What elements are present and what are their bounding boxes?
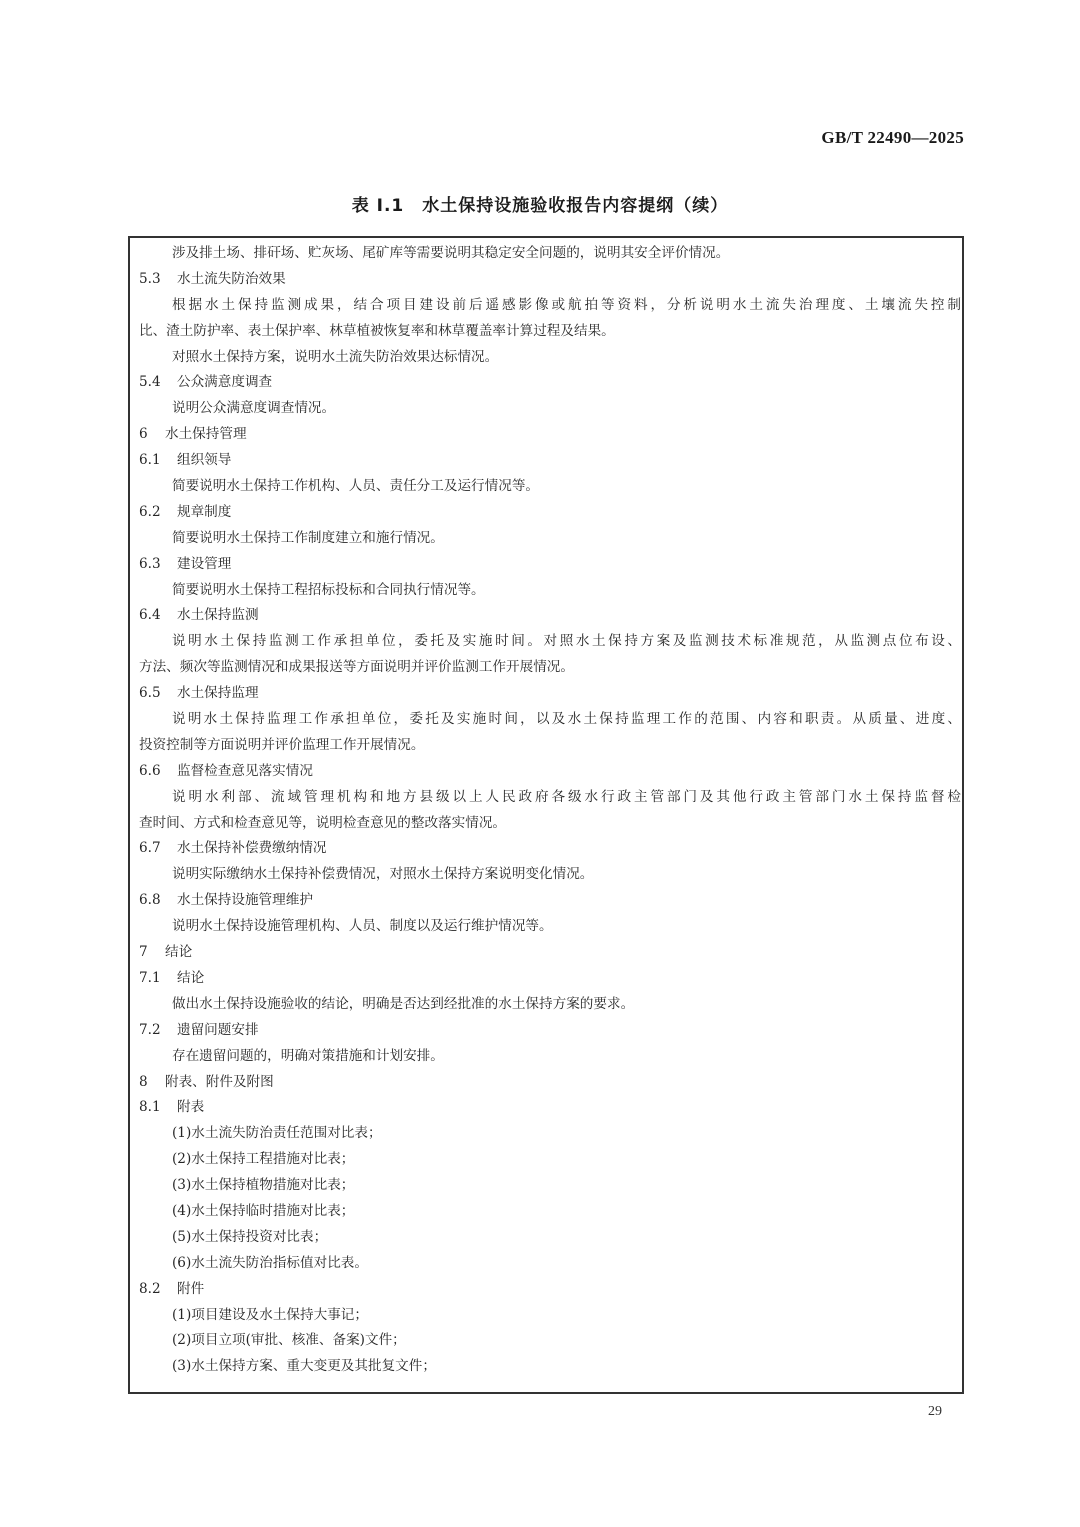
chapter-number: 8 bbox=[139, 1073, 148, 1090]
section-heading bbox=[139, 603, 961, 629]
section-title: 水土流失防治效果 bbox=[177, 270, 286, 287]
paragraph-line: 根据水土保持监测成果，结合项目建设前后遥感影像或航拍等资料，分析说明水土流失治理度、土壤流失控制 bbox=[172, 296, 961, 313]
chapter-number: 6 bbox=[139, 426, 148, 443]
section-heading bbox=[139, 448, 961, 474]
paragraph-line: 说明实际缴纳水土保持补偿费情况，对照水土保持方案说明变化情况。 bbox=[172, 866, 594, 883]
list-item: (3)水土保持方案、重大变更及其批复文件； bbox=[172, 1358, 436, 1375]
list-item: (1)水土流失防治责任范围对比表； bbox=[172, 1125, 382, 1142]
paragraph-line: 简要说明水土保持工程招标投标和合同执行情况等。 bbox=[172, 581, 485, 598]
section-title: 水土保持设施管理维护 bbox=[177, 892, 313, 909]
paragraph-line: 简要说明水土保持工作制度建立和施行情况。 bbox=[172, 529, 444, 546]
section-title: 附表 bbox=[177, 1099, 205, 1116]
section-heading bbox=[139, 966, 961, 992]
table-title: 表 I.1 水土保持设施验收报告内容提纲（续） bbox=[351, 196, 729, 216]
section-title: 规章制度 bbox=[177, 503, 232, 520]
paragraph-line: 投资控制等方面说明并评价监理工作开展情况。 bbox=[139, 736, 425, 753]
section-number: 8.1 bbox=[139, 1099, 161, 1116]
section-number: 6.4 bbox=[139, 607, 161, 624]
section-heading bbox=[139, 552, 961, 578]
list-item: (5)水土保持投资对比表； bbox=[172, 1228, 328, 1245]
section-title: 水土保持监理 bbox=[177, 685, 259, 702]
section-title: 公众满意度调查 bbox=[177, 374, 273, 391]
paragraph-line: 方法、频次等监测情况和成果报送等方面说明并评价监测工作开展情况。 bbox=[139, 659, 574, 676]
section-title: 监督检查意见落实情况 bbox=[177, 762, 313, 779]
list-item: (2)水土保持工程措施对比表； bbox=[172, 1151, 355, 1168]
paragraph-line: 说明水土保持设施管理机构、人员、制度以及运行维护情况等。 bbox=[172, 918, 553, 935]
chapter-title: 水土保持管理 bbox=[165, 426, 247, 443]
list-item: (6)水土流失防治指标值对比表。 bbox=[172, 1254, 368, 1271]
list-item: (2)项目立项(审批、核准、备案)文件； bbox=[172, 1332, 406, 1349]
section-title: 建设管理 bbox=[177, 555, 232, 572]
section-number: 6.7 bbox=[139, 840, 161, 857]
section-heading bbox=[139, 267, 961, 293]
section-number: 8.2 bbox=[139, 1280, 161, 1297]
paragraph-line: 说明公众满意度调查情况。 bbox=[172, 400, 336, 417]
chapter-number: 7 bbox=[139, 944, 148, 961]
section-number: 6.3 bbox=[139, 555, 161, 572]
list-item: (1)项目建设及水土保持大事记； bbox=[172, 1306, 368, 1323]
section-title: 组织领导 bbox=[177, 452, 232, 469]
paragraph-line: 简要说明水土保持工作机构、人员、责任分工及运行情况等。 bbox=[172, 478, 540, 495]
chapter-heading bbox=[139, 940, 961, 966]
section-heading bbox=[139, 1018, 961, 1044]
section-number: 6.1 bbox=[139, 452, 161, 469]
paragraph-line: 说明水利部、流域管理机构和地方县级以上人民政府各级水行政主管部门及其他行政主管部门水土保持监督检 bbox=[172, 788, 961, 805]
paragraph-line: 查时间、方式和检查意见等，说明检查意见的整改落实情况。 bbox=[139, 814, 507, 831]
section-heading bbox=[139, 759, 961, 785]
paragraph-line: 说明水土保持监测工作承担单位，委托及实施时间。对照水土保持方案及监测技术标准规范，从监测点位布设、 bbox=[172, 633, 961, 650]
page-number: 29 bbox=[928, 1404, 942, 1419]
chapter-title: 结论 bbox=[165, 944, 193, 961]
paragraph-line: 做出水土保持设施验收的结论，明确是否达到经批准的水土保持方案的要求。 bbox=[172, 995, 635, 1012]
section-title: 水土保持监测 bbox=[177, 607, 259, 624]
list-item: (3)水土保持植物措施对比表； bbox=[172, 1177, 355, 1194]
chapter-heading bbox=[139, 1070, 961, 1096]
paragraph-line: 存在遗留问题的，明确对策措施和计划安排。 bbox=[172, 1047, 444, 1064]
section-heading bbox=[139, 888, 961, 914]
section-heading bbox=[139, 370, 961, 396]
chapter-heading bbox=[139, 422, 961, 448]
list-item: (4)水土保持临时措施对比表； bbox=[172, 1202, 355, 1219]
section-number: 7.1 bbox=[139, 969, 161, 986]
section-number: 5.4 bbox=[139, 374, 161, 391]
section-heading bbox=[139, 836, 961, 862]
section-title: 结论 bbox=[177, 969, 205, 986]
paragraph-line: 说明水土保持监理工作承担单位，委托及实施时间，以及水土保持监理工作的范围、内容和职责。从质量、进度、 bbox=[172, 711, 961, 728]
paragraph-line: 对照水土保持方案，说明水土流失防治效果达标情况。 bbox=[172, 348, 499, 365]
outline-content bbox=[139, 241, 961, 1380]
section-number: 6.6 bbox=[139, 762, 161, 779]
section-title: 水土保持补偿费缴纳情况 bbox=[177, 840, 327, 857]
section-heading bbox=[139, 1095, 961, 1121]
section-number: 6.2 bbox=[139, 503, 161, 520]
section-heading bbox=[139, 500, 961, 526]
section-heading bbox=[139, 681, 961, 707]
section-heading bbox=[139, 1277, 961, 1303]
section-title: 遗留问题安排 bbox=[177, 1021, 259, 1038]
paragraph-line: 涉及排土场、排矸场、贮灰场、尾矿库等需要说明其稳定安全问题的，说明其安全评价情况。 bbox=[172, 245, 730, 261]
section-number: 7.2 bbox=[139, 1021, 161, 1038]
section-number: 5.3 bbox=[139, 270, 161, 287]
section-number: 6.5 bbox=[139, 685, 161, 702]
chapter-title: 附表、附件及附图 bbox=[165, 1073, 274, 1090]
paragraph-line: 比、渣土防护率、表土保护率、林草植被恢复率和林草覆盖率计算过程及结果。 bbox=[139, 322, 615, 339]
standard-code: GB/T 22490—2025 bbox=[821, 128, 964, 147]
section-title: 附件 bbox=[177, 1280, 205, 1297]
section-number: 6.8 bbox=[139, 892, 161, 909]
